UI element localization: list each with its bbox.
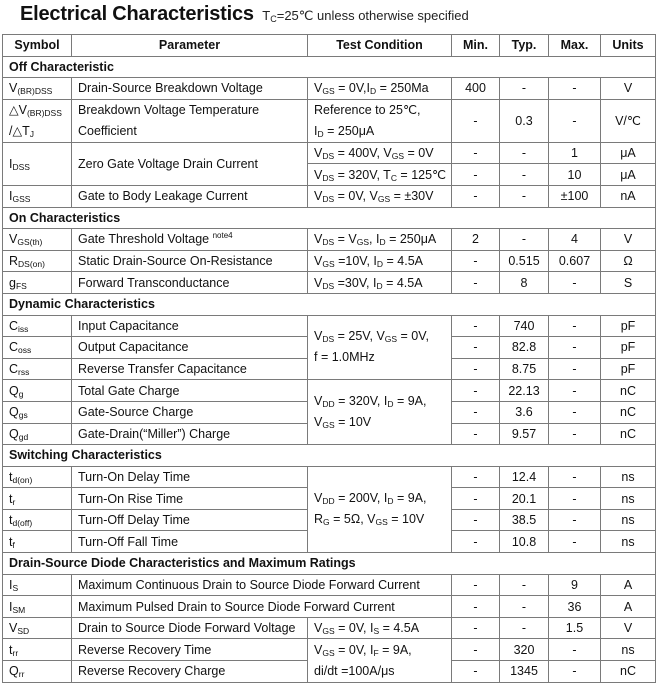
- table-row: [3, 272, 656, 294]
- header-typ: Typ.: [500, 35, 549, 57]
- parameter-cell: Input Capacitance: [72, 315, 308, 337]
- table-header-row: [3, 35, 656, 57]
- max-cell: -: [549, 315, 601, 337]
- test-cell: $V_{GS} =10V$, $I_D = 4.5A$: [308, 250, 452, 272]
- min-cell: -: [452, 315, 500, 337]
- test-cell: $V_{DD} = 200V$, $I_D = 9A$, $R_G = 5\Omega$, $V_{GS} = 10V$: [308, 466, 452, 552]
- parameter-cell: Turn-On Delay Time: [72, 466, 308, 488]
- title-cond-rest: =25℃ unless otherwise specified: [276, 8, 469, 23]
- page-title: [20, 3, 469, 26]
- unit-cell: A: [601, 596, 656, 618]
- symbol-cell: $t_f$: [3, 531, 72, 553]
- typ-cell: -: [500, 229, 549, 251]
- section-row: [3, 56, 656, 78]
- unit-cell: ns: [601, 639, 656, 661]
- header-test-condition: Test Condition: [308, 35, 452, 57]
- test-cell: $V_{DS} = V_{GS}$, $I_D = 250\mu A$: [308, 229, 452, 251]
- max-cell: ±100: [549, 185, 601, 207]
- unit-cell: nA: [601, 185, 656, 207]
- max-cell: -: [549, 401, 601, 423]
- max-cell: 9: [549, 574, 601, 596]
- table-row: [3, 596, 656, 618]
- table-row: [3, 250, 656, 272]
- min-cell: -: [452, 358, 500, 380]
- parameter-cell: Zero Gate Voltage Drain Current: [72, 142, 308, 185]
- title-cond-sub: C: [270, 14, 277, 24]
- typ-cell: -: [500, 142, 549, 164]
- unit-cell: nC: [601, 401, 656, 423]
- section-off: Off Characteristic: [3, 56, 656, 78]
- typ-cell: 740: [500, 315, 549, 337]
- table-row: [3, 142, 656, 164]
- min-cell: 2: [452, 229, 500, 251]
- unit-cell: V: [601, 229, 656, 251]
- section-row: [3, 553, 656, 575]
- parameter-cell: Drain-Source Breakdown Voltage: [72, 78, 308, 100]
- unit-cell: Ω: [601, 250, 656, 272]
- max-cell: -: [549, 380, 601, 402]
- parameter-cell: Reverse Recovery Charge: [72, 661, 308, 683]
- unit-cell: pF: [601, 337, 656, 359]
- unit-cell: nC: [601, 661, 656, 683]
- min-cell: 400: [452, 78, 500, 100]
- table-row: [3, 380, 656, 402]
- table-row: [3, 639, 656, 661]
- max-cell: -: [549, 639, 601, 661]
- symbol-cell: $Q_g$: [3, 380, 72, 402]
- unit-cell: nC: [601, 380, 656, 402]
- electrical-characteristics-table: [2, 34, 656, 683]
- test-cell: $V_{DS} = 400V$, $V_{GS} = 0V$: [308, 142, 452, 164]
- typ-cell: 8: [500, 272, 549, 294]
- parameter-cell: Gate-Drain(“Miller”) Charge: [72, 423, 308, 445]
- unit-cell: ns: [601, 531, 656, 553]
- parameter-cell: Gate Threshold Voltage $^{note4}$: [72, 229, 308, 251]
- test-cell: $V_{DS} =30V$, $I_D = 4.5A$: [308, 272, 452, 294]
- symbol-cell: $Q_{gd}$: [3, 423, 72, 445]
- symbol-cell: $I_{DSS}$: [3, 142, 72, 185]
- max-cell: -: [549, 99, 601, 142]
- parameter-cell: Reverse Transfer Capacitance: [72, 358, 308, 380]
- parameter-cell: Gate-Source Charge: [72, 401, 308, 423]
- symbol-cell: $V_{(BR)DSS}$: [3, 78, 72, 100]
- typ-cell: 8.75: [500, 358, 549, 380]
- typ-cell: 320: [500, 639, 549, 661]
- min-cell: -: [452, 337, 500, 359]
- symbol-cell: $t_r$: [3, 488, 72, 510]
- parameter-cell: Maximum Continuous Drain to Source Diode Forward Current: [72, 574, 452, 596]
- section-switching: Switching Characteristics: [3, 445, 656, 467]
- max-cell: 4: [549, 229, 601, 251]
- typ-cell: 0.515: [500, 250, 549, 272]
- section-row: [3, 445, 656, 467]
- min-cell: -: [452, 488, 500, 510]
- parameter-cell: Drain to Source Diode Forward Voltage: [72, 617, 308, 639]
- unit-cell: A: [601, 574, 656, 596]
- header-units: Units: [601, 35, 656, 57]
- unit-cell: V: [601, 617, 656, 639]
- min-cell: -: [452, 596, 500, 618]
- test-cell: $V_{DD} = 320V$, $I_D = 9A$, $V_{GS} = 10V$: [308, 380, 452, 445]
- typ-cell: -: [500, 574, 549, 596]
- header-parameter: Parameter: [72, 35, 308, 57]
- parameter-cell: Reverse Recovery Time: [72, 639, 308, 661]
- symbol-cell: $C_{oss}$: [3, 337, 72, 359]
- max-cell: 1.5: [549, 617, 601, 639]
- max-cell: -: [549, 358, 601, 380]
- section-diode: Drain-Source Diode Characteristics and Maximum Ratings: [3, 553, 656, 575]
- section-row: [3, 293, 656, 315]
- typ-cell: 38.5: [500, 509, 549, 531]
- table-row: [3, 617, 656, 639]
- unit-cell: μA: [601, 142, 656, 164]
- typ-cell: -: [500, 185, 549, 207]
- typ-cell: -: [500, 164, 549, 186]
- title-main: Electrical Characteristics: [20, 3, 254, 25]
- symbol-cell: $Q_{rr}$: [3, 661, 72, 683]
- symbol-cell: $V_{SD}$: [3, 617, 72, 639]
- typ-cell: 1345: [500, 661, 549, 683]
- title-condition: [262, 8, 468, 23]
- max-cell: -: [549, 531, 601, 553]
- parameter-cell: Turn-Off Fall Time: [72, 531, 308, 553]
- unit-cell: S: [601, 272, 656, 294]
- min-cell: -: [452, 574, 500, 596]
- table-row: [3, 78, 656, 100]
- test-cell: $V_{DS} = 25V$, $V_{GS} = 0V$, f = 1.0MHz: [308, 315, 452, 380]
- symbol-cell: $Q_{gs}$: [3, 401, 72, 423]
- test-cell: $V_{GS} = 0V$, $I_S = 4.5A$: [308, 617, 452, 639]
- symbol-cell: $t_{rr}$: [3, 639, 72, 661]
- parameter-cell: Forward Transconductance: [72, 272, 308, 294]
- symbol-cell: $g_{FS}$: [3, 272, 72, 294]
- note-superscript: note4: [212, 231, 233, 241]
- unit-cell: pF: [601, 315, 656, 337]
- typ-cell: -: [500, 78, 549, 100]
- section-dynamic: Dynamic Characteristics: [3, 293, 656, 315]
- header-symbol: Symbol: [3, 35, 72, 57]
- max-cell: 1: [549, 142, 601, 164]
- unit-cell: V/℃: [601, 99, 656, 142]
- max-cell: -: [549, 509, 601, 531]
- table-row: [3, 315, 656, 337]
- max-cell: 36: [549, 596, 601, 618]
- symbol-cell: $\triangle V_{(BR)DSS}$ $/\triangle T_J$: [3, 99, 72, 142]
- symbol-cell: $t_{d(off)}$: [3, 509, 72, 531]
- symbol-cell: $I_{GSS}$: [3, 185, 72, 207]
- unit-cell: μA: [601, 164, 656, 186]
- header-max: Max.: [549, 35, 601, 57]
- unit-cell: ns: [601, 509, 656, 531]
- max-cell: 10: [549, 164, 601, 186]
- table-row: [3, 185, 656, 207]
- typ-cell: 22.13: [500, 380, 549, 402]
- symbol-cell: $C_{rss}$: [3, 358, 72, 380]
- typ-cell: 12.4: [500, 466, 549, 488]
- min-cell: -: [452, 380, 500, 402]
- table-row: [3, 229, 656, 251]
- test-cell: $V_{DS} = 0V$, $V_{GS} = \pm 30V$: [308, 185, 452, 207]
- min-cell: -: [452, 509, 500, 531]
- symbol-cell: $t_{d(on)}$: [3, 466, 72, 488]
- symbol-cell: $I_{SM}$: [3, 596, 72, 618]
- parameter-cell: Output Capacitance: [72, 337, 308, 359]
- min-cell: -: [452, 401, 500, 423]
- max-cell: -: [549, 466, 601, 488]
- test-cell: Reference to 25℃, $I_D = 250\mu A$: [308, 99, 452, 142]
- parameter-cell: Turn-Off Delay Time: [72, 509, 308, 531]
- max-cell: -: [549, 488, 601, 510]
- min-cell: -: [452, 639, 500, 661]
- min-cell: -: [452, 250, 500, 272]
- typ-cell: -: [500, 596, 549, 618]
- parameter-cell: Total Gate Charge: [72, 380, 308, 402]
- symbol-cell: $V_{GS(th)}$: [3, 229, 72, 251]
- test-cell: $V_{GS} = 0V,I_D = 250Ma$: [308, 78, 452, 100]
- max-cell: -: [549, 423, 601, 445]
- min-cell: -: [452, 661, 500, 683]
- min-cell: -: [452, 142, 500, 164]
- typ-cell: 10.8: [500, 531, 549, 553]
- unit-cell: ns: [601, 488, 656, 510]
- parameter-cell: Maximum Pulsed Drain to Source Diode Forward Current: [72, 596, 452, 618]
- unit-cell: pF: [601, 358, 656, 380]
- parameter-cell: Static Drain-Source On-Resistance: [72, 250, 308, 272]
- min-cell: -: [452, 272, 500, 294]
- section-on: On Characteristics: [3, 207, 656, 229]
- symbol-cell: $R_{DS(on)}$: [3, 250, 72, 272]
- unit-cell: nC: [601, 423, 656, 445]
- parameter-cell: Gate to Body Leakage Current: [72, 185, 308, 207]
- section-row: [3, 207, 656, 229]
- typ-cell: -: [500, 617, 549, 639]
- min-cell: -: [452, 164, 500, 186]
- min-cell: -: [452, 185, 500, 207]
- header-min: Min.: [452, 35, 500, 57]
- table-row: [3, 99, 656, 142]
- min-cell: -: [452, 531, 500, 553]
- typ-cell: 20.1: [500, 488, 549, 510]
- symbol-cell: $C_{iss}$: [3, 315, 72, 337]
- min-cell: -: [452, 466, 500, 488]
- table-row: [3, 574, 656, 596]
- table-row: [3, 466, 656, 488]
- test-cell: $V_{DS} = 320V$, $T_C$ = 125℃: [308, 164, 452, 186]
- max-cell: -: [549, 661, 601, 683]
- typ-cell: 82.8: [500, 337, 549, 359]
- symbol-cell: $I_S$: [3, 574, 72, 596]
- max-cell: -: [549, 78, 601, 100]
- parameter-cell: Breakdown Voltage Temperature Coefficient: [72, 99, 308, 142]
- min-cell: -: [452, 99, 500, 142]
- parameter-cell: Turn-On Rise Time: [72, 488, 308, 510]
- min-cell: -: [452, 617, 500, 639]
- max-cell: 0.607: [549, 250, 601, 272]
- title-cond-prefix: T: [262, 8, 271, 23]
- test-cell: $V_{GS} = 0V$, $I_F = 9A$, di/dt =100A/μs: [308, 639, 452, 682]
- typ-cell: 9.57: [500, 423, 549, 445]
- unit-cell: V: [601, 78, 656, 100]
- unit-cell: ns: [601, 466, 656, 488]
- min-cell: -: [452, 423, 500, 445]
- max-cell: -: [549, 337, 601, 359]
- max-cell: -: [549, 272, 601, 294]
- typ-cell: 0.3: [500, 99, 549, 142]
- typ-cell: 3.6: [500, 401, 549, 423]
